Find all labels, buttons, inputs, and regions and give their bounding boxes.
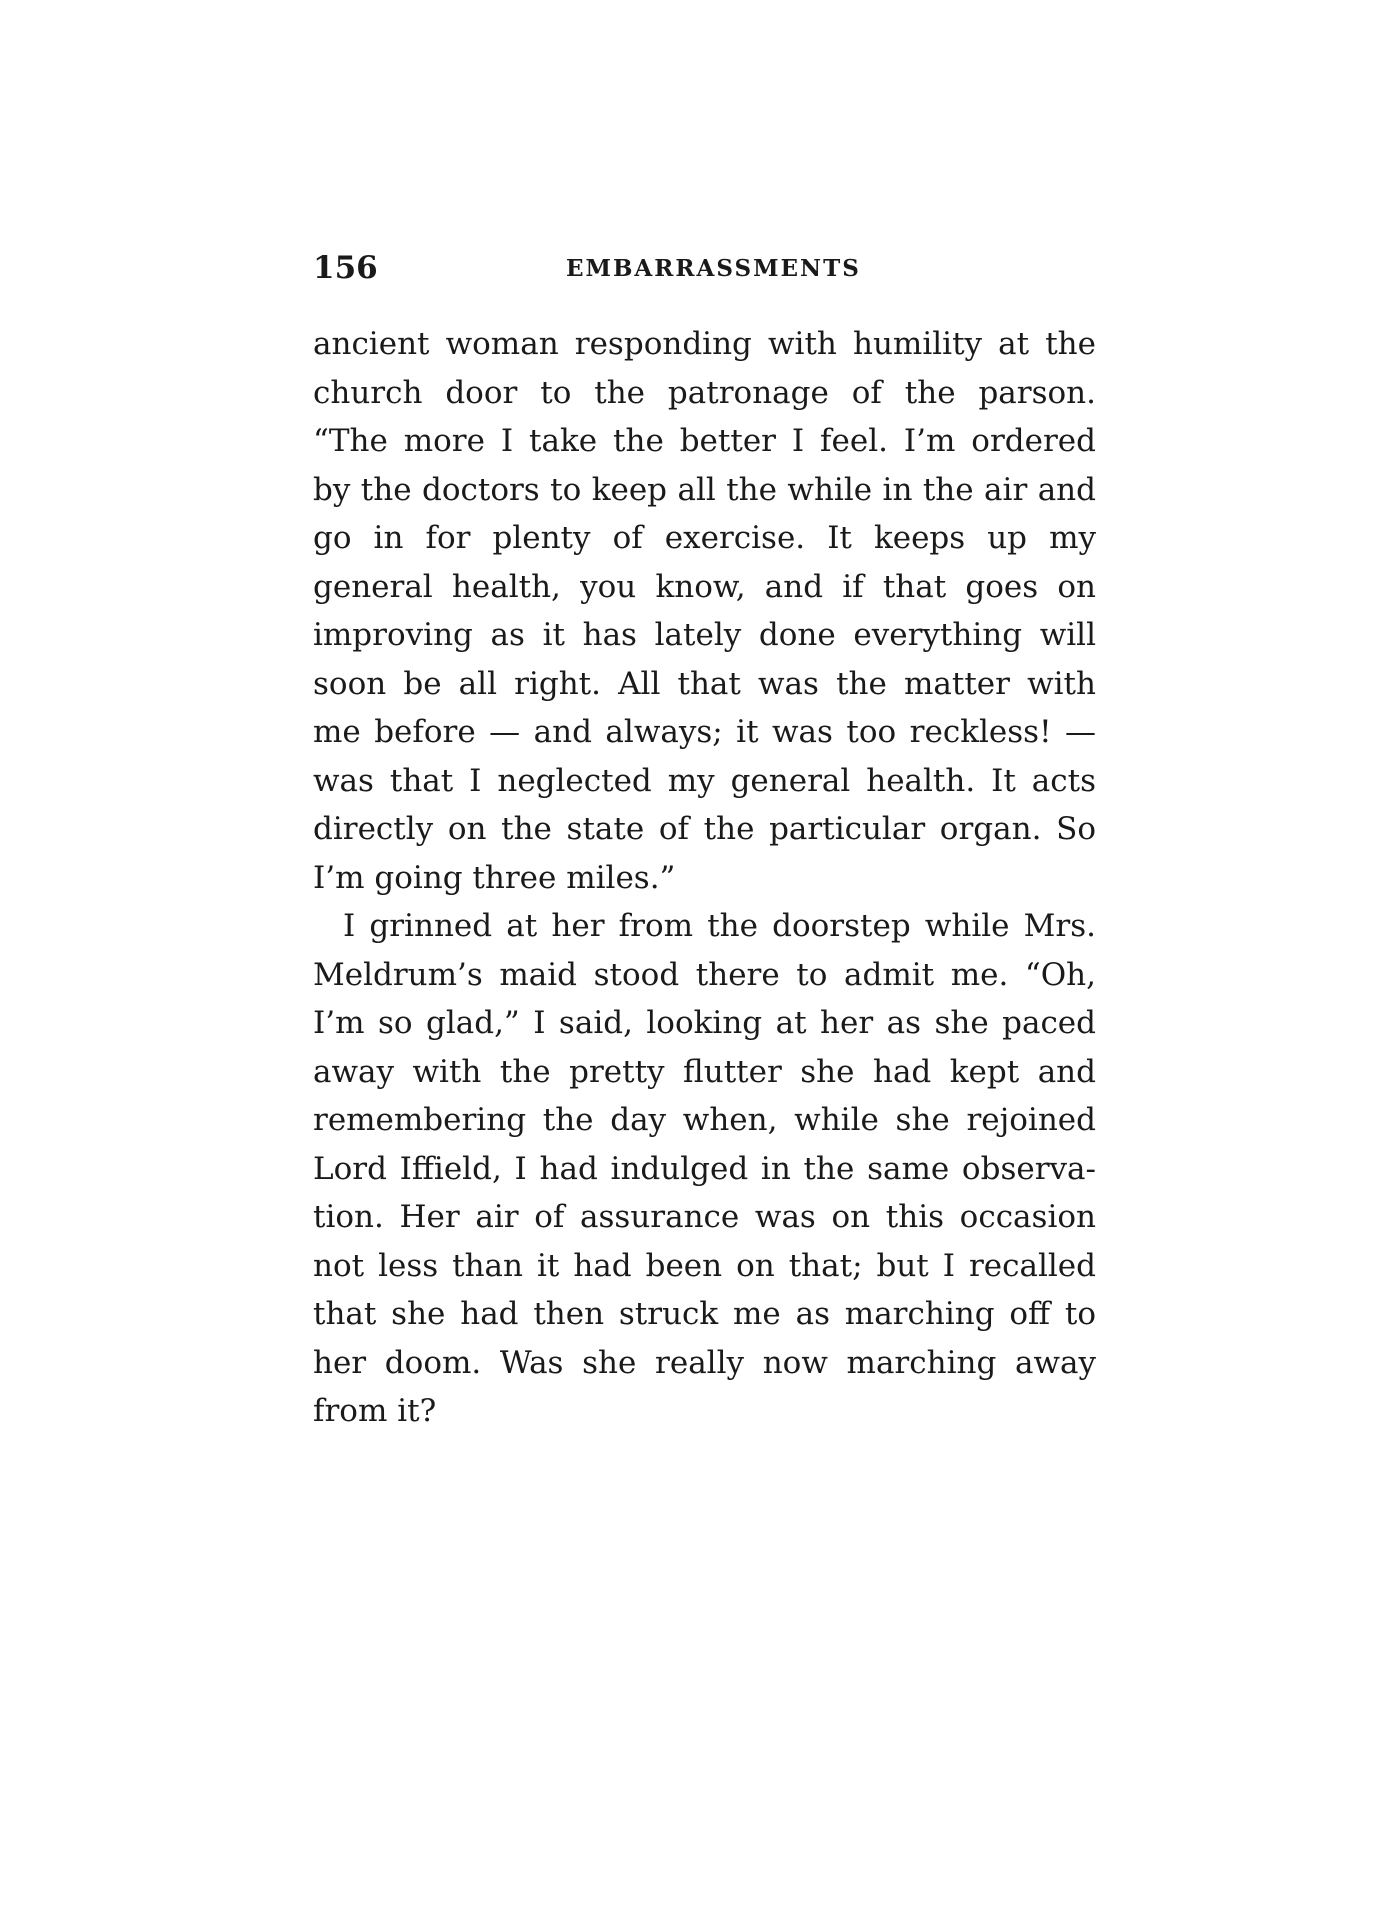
text-line: directly on the state of the particular organ. So (313, 811, 1096, 847)
paragraph-1 (313, 320, 1096, 902)
text-line: Meldrum’s maid stood there to admit me. “Oh, (313, 956, 1096, 993)
text-line: Lord Iffield, I had indulged in the same observa- (313, 1150, 1096, 1187)
body-text (313, 320, 1096, 1436)
text-line: I’m so glad,” I said, looking at her as she paced (313, 1005, 1096, 1041)
text-line: “The more I take the better I feel. I’m ordered (313, 423, 1096, 459)
text-line: I grinned at her from the doorstep while Mrs. (343, 908, 1096, 944)
text-line: tion. Her air of assurance was on this occasion (313, 1199, 1096, 1235)
text-line: me before — and always; it was too reckless! — (313, 714, 1096, 750)
text-line: ancient woman responding with humility at the (313, 326, 1096, 362)
text-line: was that I neglected my general health. It acts (313, 762, 1096, 799)
text-line: go in for plenty of exercise. It keeps up my (313, 520, 1096, 556)
paragraph-2 (313, 902, 1096, 1436)
text-line: improving as it has lately done everything will (313, 617, 1096, 653)
text-line: general health, you know, and if that goes on (313, 568, 1096, 605)
text-line: her doom. Was she really now marching away (313, 1344, 1096, 1381)
text-line: soon be all right. All that was the matter with (313, 665, 1096, 702)
text-line: I’m going three miles.” (313, 859, 676, 896)
text-line: away with the pretty flutter she had kept and (313, 1053, 1096, 1090)
text-line: from it? (313, 1393, 437, 1429)
text-line: remembering the day when, while she rejoined (313, 1102, 1096, 1138)
text-line: by the doctors to keep all the while in the air and (313, 471, 1096, 508)
running-title: EMBARRASSMENTS (566, 255, 861, 282)
text-line: not less than it had been on that; but I recalled (313, 1247, 1096, 1284)
text-line: that she had then struck me as marching off to (313, 1296, 1096, 1332)
text-line: church door to the patronage of the parson. (313, 374, 1096, 411)
running-head (313, 248, 1096, 288)
page-number: 156 (313, 250, 378, 286)
